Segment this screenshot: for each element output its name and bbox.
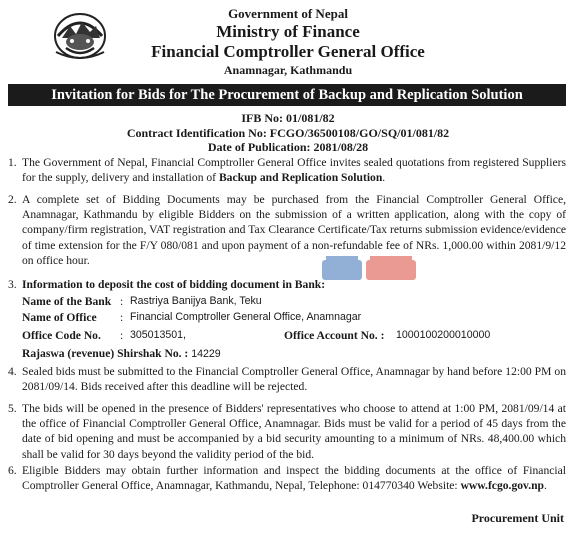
item-text: A complete set of Bidding Documents may be purchased from the Financial Comptroller General Office, Anamnagar, Kathmandu by eligible Bidders on the submission of a written application, along with the copy of company/firm registration, VAT registration and Tax Clearance Certificate/Tax returns submission evidence/evidence of time extension for the F/Y 080/081 and upon payment of a non-refundable fee of NRs. 1,000.00 within 2081/9/12 on office hour. xyxy=(22,193,566,267)
website-link[interactable]: www.fcgo.gov.np xyxy=(460,479,544,493)
list-item xyxy=(8,155,566,185)
list-item xyxy=(8,277,566,292)
signature-unit: Procurement Unit xyxy=(471,511,564,525)
item-text: Sealed bids must be submitted to the Financial Comptroller General Office, Anamnagar by hand before 12:00 PM on 2081/09/14. Bids received after this deadline will be rejected. xyxy=(22,365,566,394)
office-name-label: Name of Office xyxy=(22,311,97,324)
shirshak-value: 14229 xyxy=(191,348,221,360)
shirshak-label: Rajaswa (revenue) Shirshak No. : xyxy=(22,347,189,360)
item-number: 4. xyxy=(8,365,17,378)
government-heading: Government of Nepal xyxy=(228,6,348,21)
list-item xyxy=(8,364,566,394)
colon: : xyxy=(120,311,124,324)
list-item xyxy=(8,192,566,268)
item-number: 1. xyxy=(8,156,17,169)
address-heading: Anamnagar, Kathmandu xyxy=(223,63,353,77)
office-account-label: Office Account No. : xyxy=(284,329,385,342)
ifb-number: IFB No: 01/081/82 xyxy=(241,111,335,125)
item-number: 6. xyxy=(8,464,17,477)
item-text: The Government of Nepal, Financial Comptroller General Office invites sealed quotations from registered Suppliers for the supply, delivery and installation of xyxy=(22,156,566,185)
shirshak-row xyxy=(22,346,221,362)
item-text: Eligible Bidders may obtain further information and inspect the bidding documents at the office of Financial Comptroller General Office, Anamnagar, Kathmandu, Nepal, Telephone: 014770340 Website: xyxy=(22,464,566,493)
item-text-end: . xyxy=(543,479,547,493)
item-text-end: . xyxy=(382,171,386,185)
item-number: 3. xyxy=(8,278,17,291)
notice-title-banner: Invitation for Bids for The Procurement of Backup and Replication Solution xyxy=(8,84,566,106)
office-heading: Financial Comptroller General Office xyxy=(151,42,425,61)
colon: : xyxy=(120,295,124,308)
item-bold-text: Backup and Replication Solution xyxy=(218,171,383,185)
bank-name-label: Name of the Bank xyxy=(22,295,112,308)
item-number: 5. xyxy=(8,402,17,415)
office-account-value: 1000100200010000 xyxy=(396,329,491,341)
publication-date: Date of Publication: 2081/08/28 xyxy=(207,140,369,154)
colon: : xyxy=(120,329,124,342)
list-item xyxy=(8,463,566,493)
office-name-value: Financial Comptroller General Office, Anamnagar xyxy=(130,311,362,323)
bank-name-value: Rastriya Banijya Bank, Teku xyxy=(130,295,262,307)
item-text: The bids will be opened in the presence of Bidders' representatives who choose to attend at 1:00 PM, 2081/09/14 at the office of Financial Comptroller General Office, Anamnagar. Bids must be valid for a period of 45 days from the date of bid opening and must be accompanied by a bid security amounting to a minimum of NRs. 48,400.00 which shall be valid for 30 days beyond the validity period of the bid. xyxy=(22,402,566,461)
item-heading: Information to deposit the cost of bidding document in Bank: xyxy=(22,278,326,291)
list-item xyxy=(8,401,566,462)
office-code-label: Office Code No. xyxy=(22,329,101,342)
item-number: 2. xyxy=(8,193,17,206)
ministry-heading: Ministry of Finance xyxy=(216,22,360,41)
contract-identification: Contract Identification No: FCGO/36500108/GO/SQ/01/081/82 xyxy=(126,126,450,140)
office-code-value: 305013501, xyxy=(130,329,186,341)
